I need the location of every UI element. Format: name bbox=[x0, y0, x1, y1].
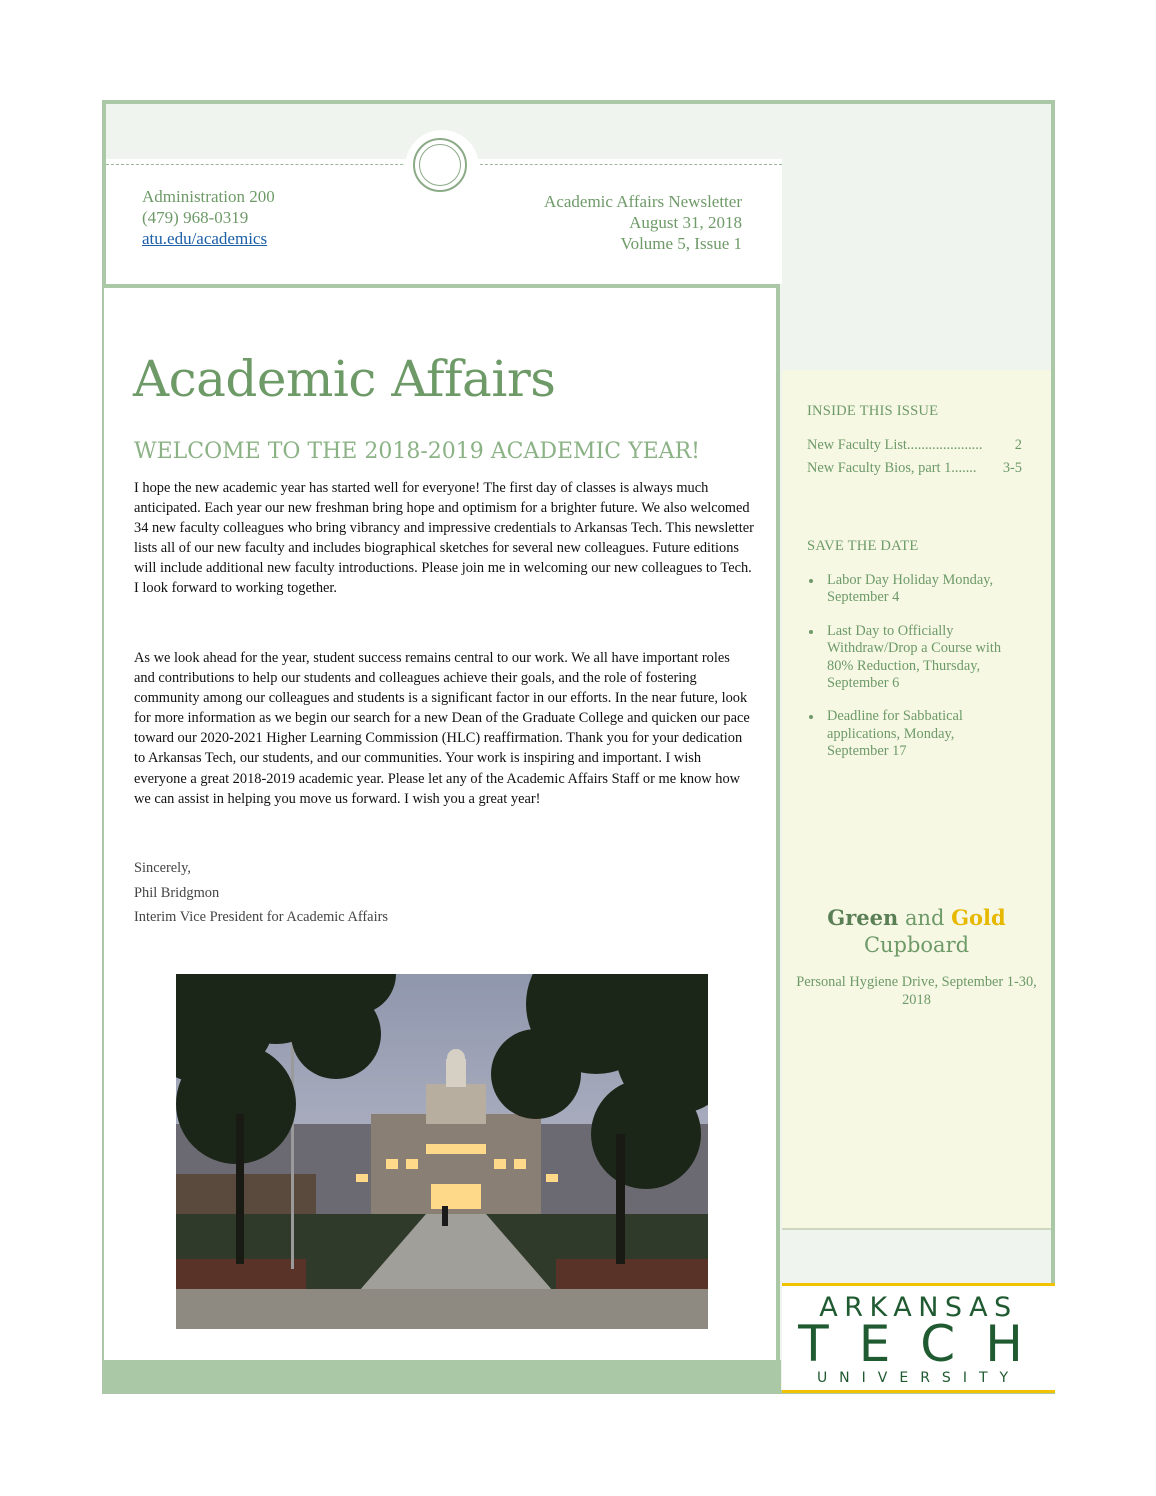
cupboard-green-word: Green bbox=[827, 905, 899, 930]
signer-title: Interim Vice President for Academic Affairs bbox=[134, 909, 388, 925]
office-address: Administration 200 bbox=[142, 187, 275, 206]
academics-link[interactable]: atu.edu/academics bbox=[142, 229, 268, 248]
closing: Sincerely, bbox=[134, 860, 192, 876]
newsletter-name: Academic Affairs Newsletter bbox=[544, 192, 742, 211]
signer-name: Phil Bridgmon bbox=[134, 884, 220, 901]
issue-date: August 31, 2018 bbox=[629, 213, 742, 232]
cupboard-word: Cupboard bbox=[863, 933, 970, 957]
issue-info bbox=[544, 191, 742, 254]
save-the-date-heading: SAVE THE DATE bbox=[807, 538, 919, 554]
sidebar-panel bbox=[782, 370, 1051, 1230]
signature-block bbox=[134, 856, 388, 930]
logo-line-arkansas: ARKANSAS bbox=[819, 1292, 1018, 1323]
cupboard-and-word: and bbox=[898, 906, 952, 930]
cupboard-subtitle: Personal Hygiene Drive, September 1-30, 2018 bbox=[796, 974, 1037, 1008]
list-item: Deadline for Sabbatical applications, Monday, September 17 bbox=[807, 708, 1012, 760]
masthead-title: Academic Affairs bbox=[133, 350, 556, 408]
article-paragraph: As we look ahead for the year, student success remains central to our work. We all have important roles and contributions to help our students and colleagues achieve their goals, and the role of fostering community among our colleagues and students is a significant factor in our efforts. In the near future, look for more information as we begin our search for a new Dean of the Graduate College and quicken our pace toward our 2020-2021 Higher Learning Commission (HLC) reaffirmation. Thank you for your dedication to Arkansas Tech, our students, and our communities. Your work is inspiring and important. I wish everyone a great 2018-2019 academic year. Please let any of the Academic Affairs Staff or me know how we can assist in helping you move us forward. I wish you a great year! bbox=[134, 650, 750, 807]
footer-band bbox=[104, 1360, 781, 1392]
toc-item-label: New Faculty List bbox=[807, 437, 907, 453]
cupboard-promo bbox=[782, 904, 1051, 1009]
toc-item[interactable] bbox=[807, 457, 1022, 480]
table-of-contents bbox=[807, 434, 1022, 480]
toc-item-page: 3-5 bbox=[1002, 460, 1022, 476]
logo-line-tech: TECH bbox=[798, 1315, 1053, 1373]
toc-item-label: New Faculty Bios, part 1 bbox=[807, 460, 952, 476]
list-item: Last Day to Officially Withdraw/Drop a Course with 80% Reduction, Thursday, September 6 bbox=[807, 623, 1012, 693]
toc-item-page: 2 bbox=[1014, 437, 1022, 453]
toc-item[interactable] bbox=[807, 434, 1022, 457]
toc-leader: ..................... bbox=[906, 437, 983, 453]
toc-leader: ....... bbox=[951, 460, 977, 476]
article-paragraph: I hope the new academic year has started well for everyone! The first day of classes is always much anticipated. Each year our new freshman bring hope and optimism for a brighter future. We also welcomed 34 new faculty colleagues who bring vibrancy and impressive credentials to Arkansas Tech. This newsletter lists all of our new faculty and includes biographical sketches for several new colleagues. Future editions will include additional new faculty introductions. Please join me in welcoming our new colleagues to Tech. I look forward to working together. bbox=[134, 480, 754, 597]
issue-volume: Volume 5, Issue 1 bbox=[620, 234, 742, 253]
article-heading: WELCOME TO THE 2018-2019 ACADEMIC YEAR! bbox=[134, 439, 700, 464]
campus-photo bbox=[176, 974, 708, 1329]
cupboard-title bbox=[782, 904, 1051, 932]
university-logo bbox=[782, 1283, 1055, 1393]
contact-block bbox=[142, 186, 275, 249]
logo-line-university: UNIVERSITY bbox=[816, 1370, 1021, 1386]
list-item: Labor Day Holiday Monday, September 4 bbox=[807, 572, 1012, 607]
circle-emblem-inner-icon bbox=[419, 144, 461, 186]
inside-issue-heading: INSIDE THIS ISSUE bbox=[807, 403, 939, 419]
cupboard-gold-word: Gold bbox=[951, 905, 1006, 930]
phone-number: (479) 968-0319 bbox=[142, 208, 249, 227]
save-the-date-list bbox=[807, 572, 1012, 777]
